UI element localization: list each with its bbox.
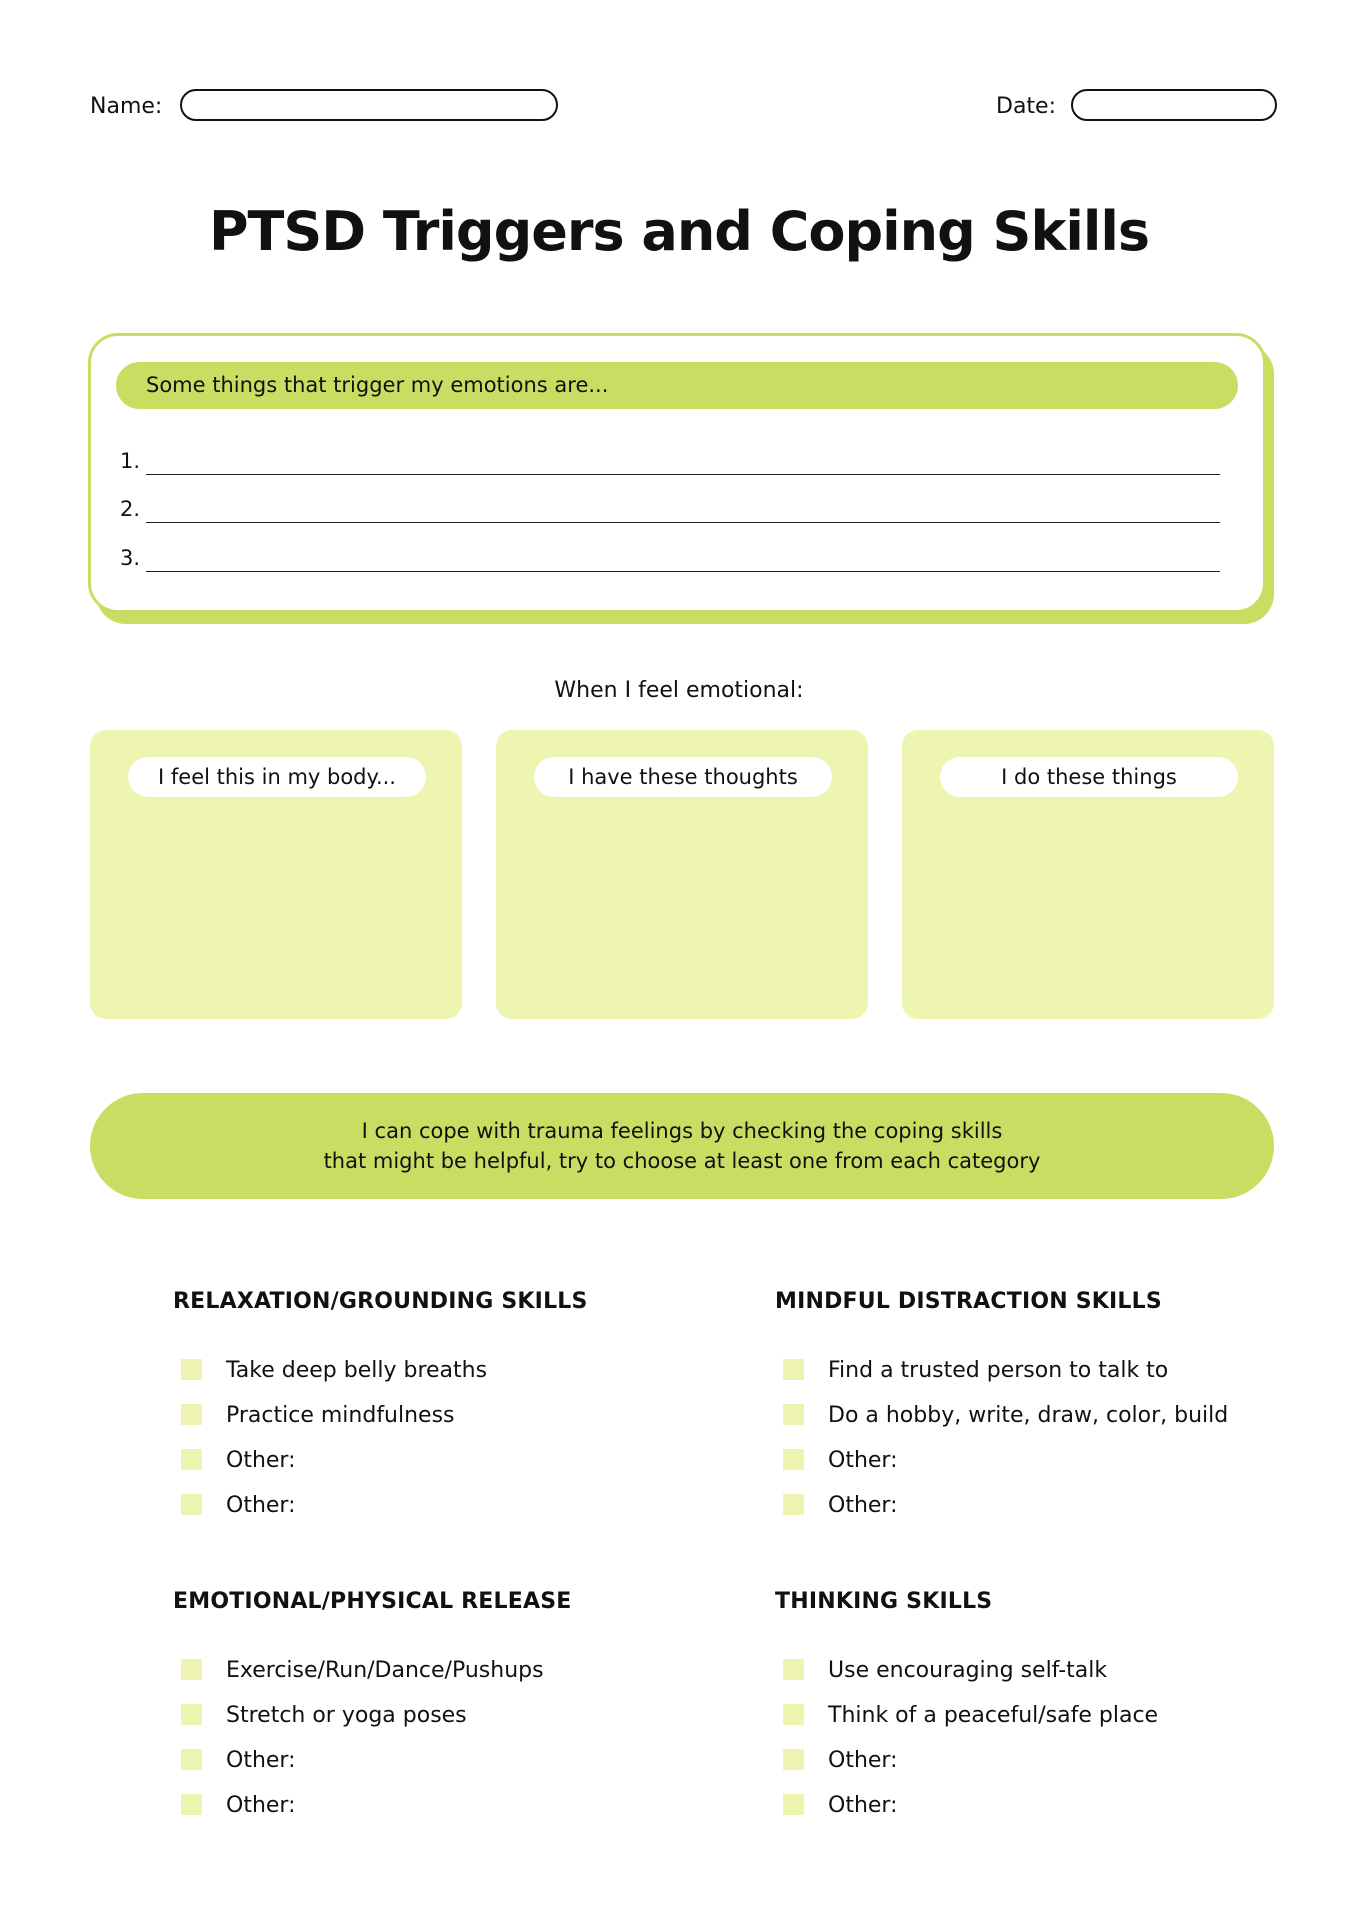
actions-label: I do these things: [940, 757, 1238, 797]
body-feelings-box[interactable]: [90, 730, 462, 1019]
checkbox[interactable]: [181, 1449, 202, 1470]
trigger-line-number: 3.: [120, 546, 141, 570]
checkbox[interactable]: [181, 1659, 202, 1680]
checklist-item[interactable]: Other:: [783, 1791, 1158, 1836]
write-line: [146, 474, 1220, 475]
checkbox[interactable]: [783, 1659, 804, 1680]
category-emotional-release: [173, 1589, 571, 1836]
coping-banner-line-2: that might be helpful, try to choose at least one from each category: [323, 1149, 1041, 1173]
checkbox[interactable]: [783, 1449, 804, 1470]
coping-banner: [90, 1093, 1274, 1199]
emotional-heading: When I feel emotional:: [554, 678, 804, 703]
checklist-item[interactable]: Other:: [181, 1746, 571, 1791]
checkbox[interactable]: [181, 1494, 202, 1515]
name-label: Name:: [90, 94, 163, 119]
checklist-item[interactable]: Practice mindfulness: [181, 1401, 588, 1446]
category-mindful-distraction: [775, 1289, 1228, 1536]
category-title: MINDFUL DISTRACTION SKILLS: [775, 1289, 1162, 1314]
checklist-item[interactable]: Use encouraging self-talk: [783, 1656, 1158, 1701]
checklist-item[interactable]: Other:: [783, 1446, 1228, 1491]
body-feelings-label: I feel this in my body...: [128, 757, 426, 797]
checklist-item[interactable]: Other:: [181, 1446, 588, 1491]
coping-banner-line-1: I can cope with trauma feelings by checking the coping skills: [361, 1119, 1003, 1143]
checklist-item[interactable]: Take deep belly breaths: [181, 1356, 588, 1401]
category-thinking: [775, 1589, 1158, 1836]
checklist-item[interactable]: Other:: [783, 1491, 1228, 1536]
checklist-item[interactable]: Other:: [181, 1791, 571, 1836]
checkbox[interactable]: [783, 1404, 804, 1425]
trigger-line-1[interactable]: [120, 445, 1220, 475]
checkbox[interactable]: [181, 1404, 202, 1425]
checklist-item[interactable]: Stretch or yoga poses: [181, 1701, 571, 1746]
checkbox[interactable]: [783, 1494, 804, 1515]
checklist-item[interactable]: Do a hobby, write, draw, color, build: [783, 1401, 1228, 1446]
checkbox[interactable]: [783, 1704, 804, 1725]
category-title: RELAXATION/GROUNDING SKILLS: [173, 1289, 588, 1314]
date-field[interactable]: [1071, 89, 1277, 121]
checklist-item[interactable]: Find a trusted person to talk to: [783, 1356, 1228, 1401]
category-relaxation: [173, 1289, 588, 1536]
checklist-item[interactable]: Exercise/Run/Dance/Pushups: [181, 1656, 571, 1701]
trigger-line-number: 1.: [120, 449, 141, 473]
page-title: PTSD Triggers and Coping Skills: [208, 200, 1150, 263]
category-title: THINKING SKILLS: [775, 1589, 993, 1614]
date-label: Date:: [996, 94, 1056, 119]
thoughts-label: I have these thoughts: [534, 757, 832, 797]
name-field[interactable]: [180, 89, 558, 121]
checklist-item[interactable]: Other:: [783, 1746, 1158, 1791]
checkbox[interactable]: [783, 1794, 804, 1815]
write-line: [146, 522, 1220, 523]
checkbox[interactable]: [783, 1749, 804, 1770]
trigger-line-2[interactable]: [120, 493, 1220, 523]
checkbox[interactable]: [783, 1359, 804, 1380]
trigger-line-3[interactable]: [120, 542, 1220, 572]
checklist-item[interactable]: Think of a peaceful/safe place: [783, 1701, 1158, 1746]
checkbox[interactable]: [181, 1794, 202, 1815]
thoughts-box[interactable]: [496, 730, 868, 1019]
trigger-line-number: 2.: [120, 497, 141, 521]
write-line: [146, 571, 1220, 572]
checkbox[interactable]: [181, 1359, 202, 1380]
category-title: EMOTIONAL/PHYSICAL RELEASE: [173, 1589, 572, 1614]
actions-box[interactable]: [902, 730, 1274, 1019]
checklist-item[interactable]: Other:: [181, 1491, 588, 1536]
checkbox[interactable]: [181, 1749, 202, 1770]
trigger-prompt: Some things that trigger my emotions are...: [116, 362, 1238, 409]
checkbox[interactable]: [181, 1704, 202, 1725]
